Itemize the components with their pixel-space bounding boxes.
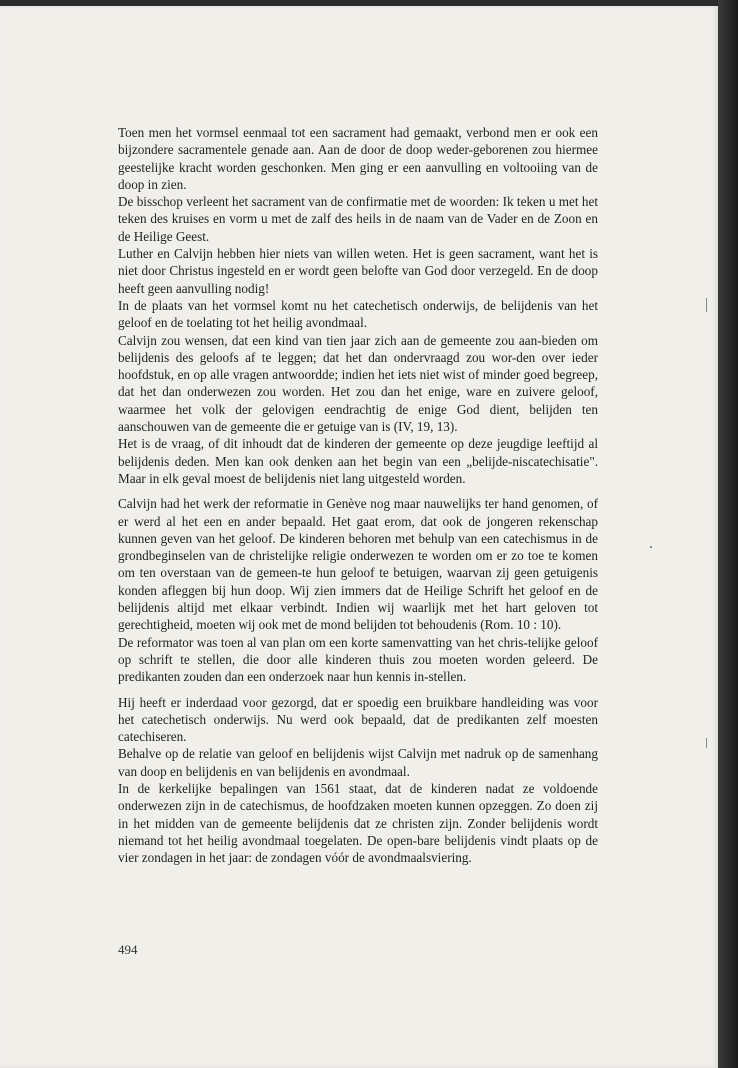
paragraph: Het is de vraag, of dit inhoudt dat de kinderen der gemeente op deze jeugdige leeftijd al belijdenis deden. Men kan ook denken aan het begin van een „belijde-niscatechisatie". Maar in elk geval moest de belijdenis niet lang uitgesteld worden. (118, 436, 598, 486)
paragraph: De bisschop verleent het sacrament van de confirmatie met de woorden: Ik teken u met het teken des kruises en vorm u met de zalf des heils in de naam van de Vader en de Zoon en de Heilige Geest. (118, 194, 598, 244)
paragraph: Calvijn had het werk der reformatie in Genève nog maar nauwelijks ter hand genomen, of er werd al het een en ander bepaald. Het gaat erom, dat ook de jongeren rekenschap kunnen geven van het geloof. De kinderen behoren met behulp van een catechismus in de grondbeginselen van de christelijke religie onderwezen te worden om er zo toe te komen om ten overstaan van de gemeen-te hun geloof te betuigen, waarvan zij geen getuigenis konden afleggen bij hun doop. Wij zien immers dat de Heilige Schrift het geloof en de belijdenis altijd met elkaar verbindt. Indien wij waarlijk met het hart geloven tot gerechtigheid, moeten wij ook met de mond belijden tot behoudenis (Rom. 10 : 10). (118, 496, 598, 633)
paragraph: Hij heeft er inderdaad voor gezorgd, dat er spoedig een bruikbare handleiding was voor het catechetisch onderwijs. Nu werd ook bepaald, dat de predikanten zelf moesten catechiseren. (118, 694, 598, 745)
paragraph: In de kerkelijke bepalingen van 1561 staat, dat de kinderen nadat ze voldoende onderwezen zijn in de catechismus, de hoofdzaken moeten kunnen opzeggen. Zo doen zij in het midden van de gemeente belijdenis dat ze christen zijn. Zonder belijdenis wordt niemand tot het heilig avondmaal toegelaten. De open-bare belijdenis vindt plaats op de vier zondagen in het jaar: de zondagen vóór de avondmaalsviering. (118, 780, 598, 866)
body-text (118, 124, 598, 866)
paragraph: Calvijn zou wensen, dat een kind van tien jaar zich aan de gemeente zou aan-bieden om belijdenis des geloofs af te leggen; dat het dan ondervraagd zou wor-den over ieder hoofdstuk, en op alle vragen antwoordde; indien het iets niet wist of minder goed begreep, dat het dan onderwezen zou worden. Het zou dan het enige, ware en zuivere geloof, waarmee het volk der gelovigen eendrachtig de enige God dient, belijden ten aanschouwen van de gemeente die er getuige van is (IV, 19, 13). (118, 332, 598, 435)
margin-mark (706, 298, 707, 312)
margin-mark (650, 546, 652, 548)
paragraph: Toen men het vormsel eenmaal tot een sacrament had gemaakt, verbond men er ook een bijzondere sacramentele genade aan. Aan de door de doop weder-geborenen zou hiermee geestelijke kracht worden geschonken. Men ging er een aanvulling en voltooiing van de doop in zien. (118, 125, 598, 192)
paragraph: De reformator was toen al van plan om een korte samenvatting van het chris-telijke geloof op schrift te stellen, die door alle kinderen thuis zou moeten worden geleerd. De predikanten zouden dan een onderzoek naar hun kennis in-stellen. (118, 634, 598, 685)
page-number: 494 (118, 942, 138, 957)
page-edge (718, 0, 738, 1068)
margin-mark (706, 738, 707, 748)
paragraph: Behalve op de relatie van geloof en belijdenis wijst Calvijn met nadruk op de samenhang van doop en belijdenis en van belijdenis en avondmaal. (118, 746, 598, 779)
paragraph: Luther en Calvijn hebben hier niets van willen weten. Het is geen sacrament, want het is niet door Christus ingesteld en er wordt geen belofte van God door verzegeld. En de doop heeft geen aanvulling nodig! (118, 246, 598, 296)
paragraph: In de plaats van het vormsel komt nu het catechetisch onderwijs, de belijdenis van het geloof en de toelating tot het heilig avondmaal. (118, 297, 598, 331)
book-page (0, 6, 718, 1068)
